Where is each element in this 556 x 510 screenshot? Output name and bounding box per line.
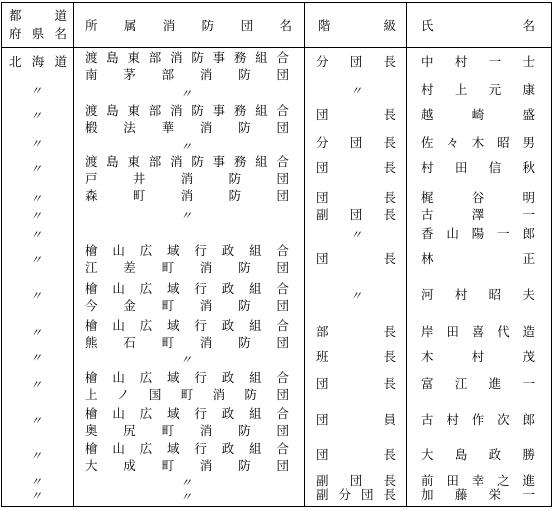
dept-cell: 檜 山 広 域 行 政 組 合 — [85, 441, 289, 456]
dept-cell: 檜 山 広 域 行 政 組 合 — [85, 281, 289, 296]
dept-cell: 渡 島 東 部 消 防 事 務 組 合 — [85, 103, 289, 118]
dept-cell: 森 町 消 防 団 — [85, 188, 289, 203]
dept-cell: 渡 島 東 部 消 防 事 務 組 合 — [85, 50, 289, 65]
pref-cell: 北 海 道 — [9, 54, 67, 69]
rank-cell: 〃 — [350, 84, 363, 98]
header-pref-line1: 都 道 — [9, 8, 67, 23]
pref-cell: 〃 — [30, 84, 43, 98]
dept-cell: 〃 — [180, 490, 193, 504]
dept-cell: 大 成 町 消 防 団 — [85, 458, 289, 473]
pref-cell: 〃 — [30, 378, 43, 392]
pref-cell: 〃 — [30, 475, 43, 489]
header-rank: 階 級 — [318, 18, 396, 33]
pref-cell: 〃 — [30, 253, 43, 267]
dept-cell: 今 金 町 消 防 団 — [85, 298, 289, 313]
dept-cell: 上 ノ 国 町 消 防 団 — [85, 387, 289, 402]
dept-cell: 戸 井 消 防 団 — [85, 171, 289, 186]
name-cell: 香 山 陽 一 郎 — [421, 226, 535, 241]
rank-cell: 分 団 長 — [316, 135, 396, 150]
dept-cell: 檜 山 広 域 行 政 組 合 — [85, 318, 289, 333]
column-divider-dept — [304, 2, 305, 507]
rank-cell: 部 長 — [316, 324, 396, 339]
pref-cell: 〃 — [30, 289, 43, 303]
dept-cell: 〃 — [180, 353, 193, 367]
pref-cell: 〃 — [30, 489, 43, 503]
rank-cell: 副 団 長 — [316, 473, 396, 488]
name-cell: 岸 田 喜 代 造 — [421, 324, 535, 339]
rank-cell: 団 長 — [316, 376, 396, 391]
pref-cell: 〃 — [30, 209, 43, 223]
column-divider-pref — [73, 2, 74, 507]
dept-cell: 檜 山 広 域 行 政 組 合 — [85, 243, 289, 258]
rank-cell: 団 長 — [316, 107, 396, 122]
pref-cell: 〃 — [30, 449, 43, 463]
pref-cell: 〃 — [30, 351, 43, 365]
pref-cell: 〃 — [30, 162, 43, 176]
header-dept: 所 属 消 防 団 名 — [85, 18, 292, 33]
dept-cell: 檜 山 広 域 行 政 組 合 — [85, 370, 289, 385]
dept-cell: 檜 山 広 域 行 政 組 合 — [85, 406, 289, 421]
dept-cell: 奥 尻 町 消 防 団 — [85, 423, 289, 438]
column-divider-rank — [406, 2, 407, 507]
name-cell: 前 田 幸 之 進 — [421, 473, 535, 488]
pref-cell: 〃 — [30, 192, 43, 206]
header-divider — [1, 47, 552, 48]
name-cell: 古 澤 一 — [421, 207, 535, 222]
pref-cell: 〃 — [30, 137, 43, 151]
dept-cell: 熊 石 町 消 防 団 — [85, 335, 289, 350]
rank-cell: 団 長 — [316, 447, 396, 462]
dept-cell: 〃 — [180, 87, 193, 101]
name-cell: 梶 谷 明 — [421, 190, 535, 205]
rank-cell: 団 長 — [316, 190, 396, 205]
pref-cell: 〃 — [30, 326, 43, 340]
dept-cell: 椴 法 華 消 防 団 — [85, 120, 289, 135]
name-cell: 木 村 茂 — [421, 349, 535, 364]
rank-cell: 分 団 長 — [316, 54, 396, 69]
name-cell: 河 村 昭 夫 — [421, 287, 535, 302]
rank-cell: 班 長 — [316, 349, 396, 364]
pref-cell: 〃 — [30, 414, 43, 428]
pref-cell: 〃 — [30, 109, 43, 123]
dept-cell: 南 茅 部 消 防 団 — [85, 67, 289, 82]
name-cell: 富 江 進 一 — [421, 376, 535, 391]
name-cell: 中 村 一 士 — [421, 54, 535, 69]
rank-cell: 〃 — [350, 228, 363, 242]
dept-cell: 〃 — [180, 209, 193, 223]
rank-cell: 団 長 — [316, 251, 396, 266]
name-cell: 越 崎 盛 — [421, 107, 535, 122]
name-cell: 林 正 — [421, 251, 535, 266]
header-pref-line2: 府 県 名 — [9, 26, 67, 41]
name-cell: 加 藤 栄 一 — [421, 487, 535, 502]
dept-cell: 渡 島 東 部 消 防 事 務 組 合 — [85, 154, 289, 169]
dept-cell: 〃 — [180, 476, 193, 490]
name-cell: 村 上 元 康 — [421, 82, 535, 97]
rank-cell: 副 団 長 — [316, 207, 396, 222]
rank-cell: 団 員 — [316, 412, 396, 427]
rank-cell: 〃 — [350, 289, 363, 303]
name-cell: 大 島 政 勝 — [421, 447, 535, 462]
dept-cell: 〃 — [180, 140, 193, 154]
dept-cell: 江 差 町 消 防 団 — [85, 260, 289, 275]
rank-cell: 団 長 — [316, 160, 396, 175]
header-name: 氏 名 — [421, 18, 535, 33]
rank-cell: 副 分 団 長 — [316, 487, 396, 502]
pref-cell: 〃 — [30, 228, 43, 242]
name-cell: 佐 々 木 昭 男 — [421, 135, 535, 150]
name-cell: 村 田 信 秋 — [421, 160, 535, 175]
name-cell: 古 村 作 次 郎 — [421, 412, 535, 427]
